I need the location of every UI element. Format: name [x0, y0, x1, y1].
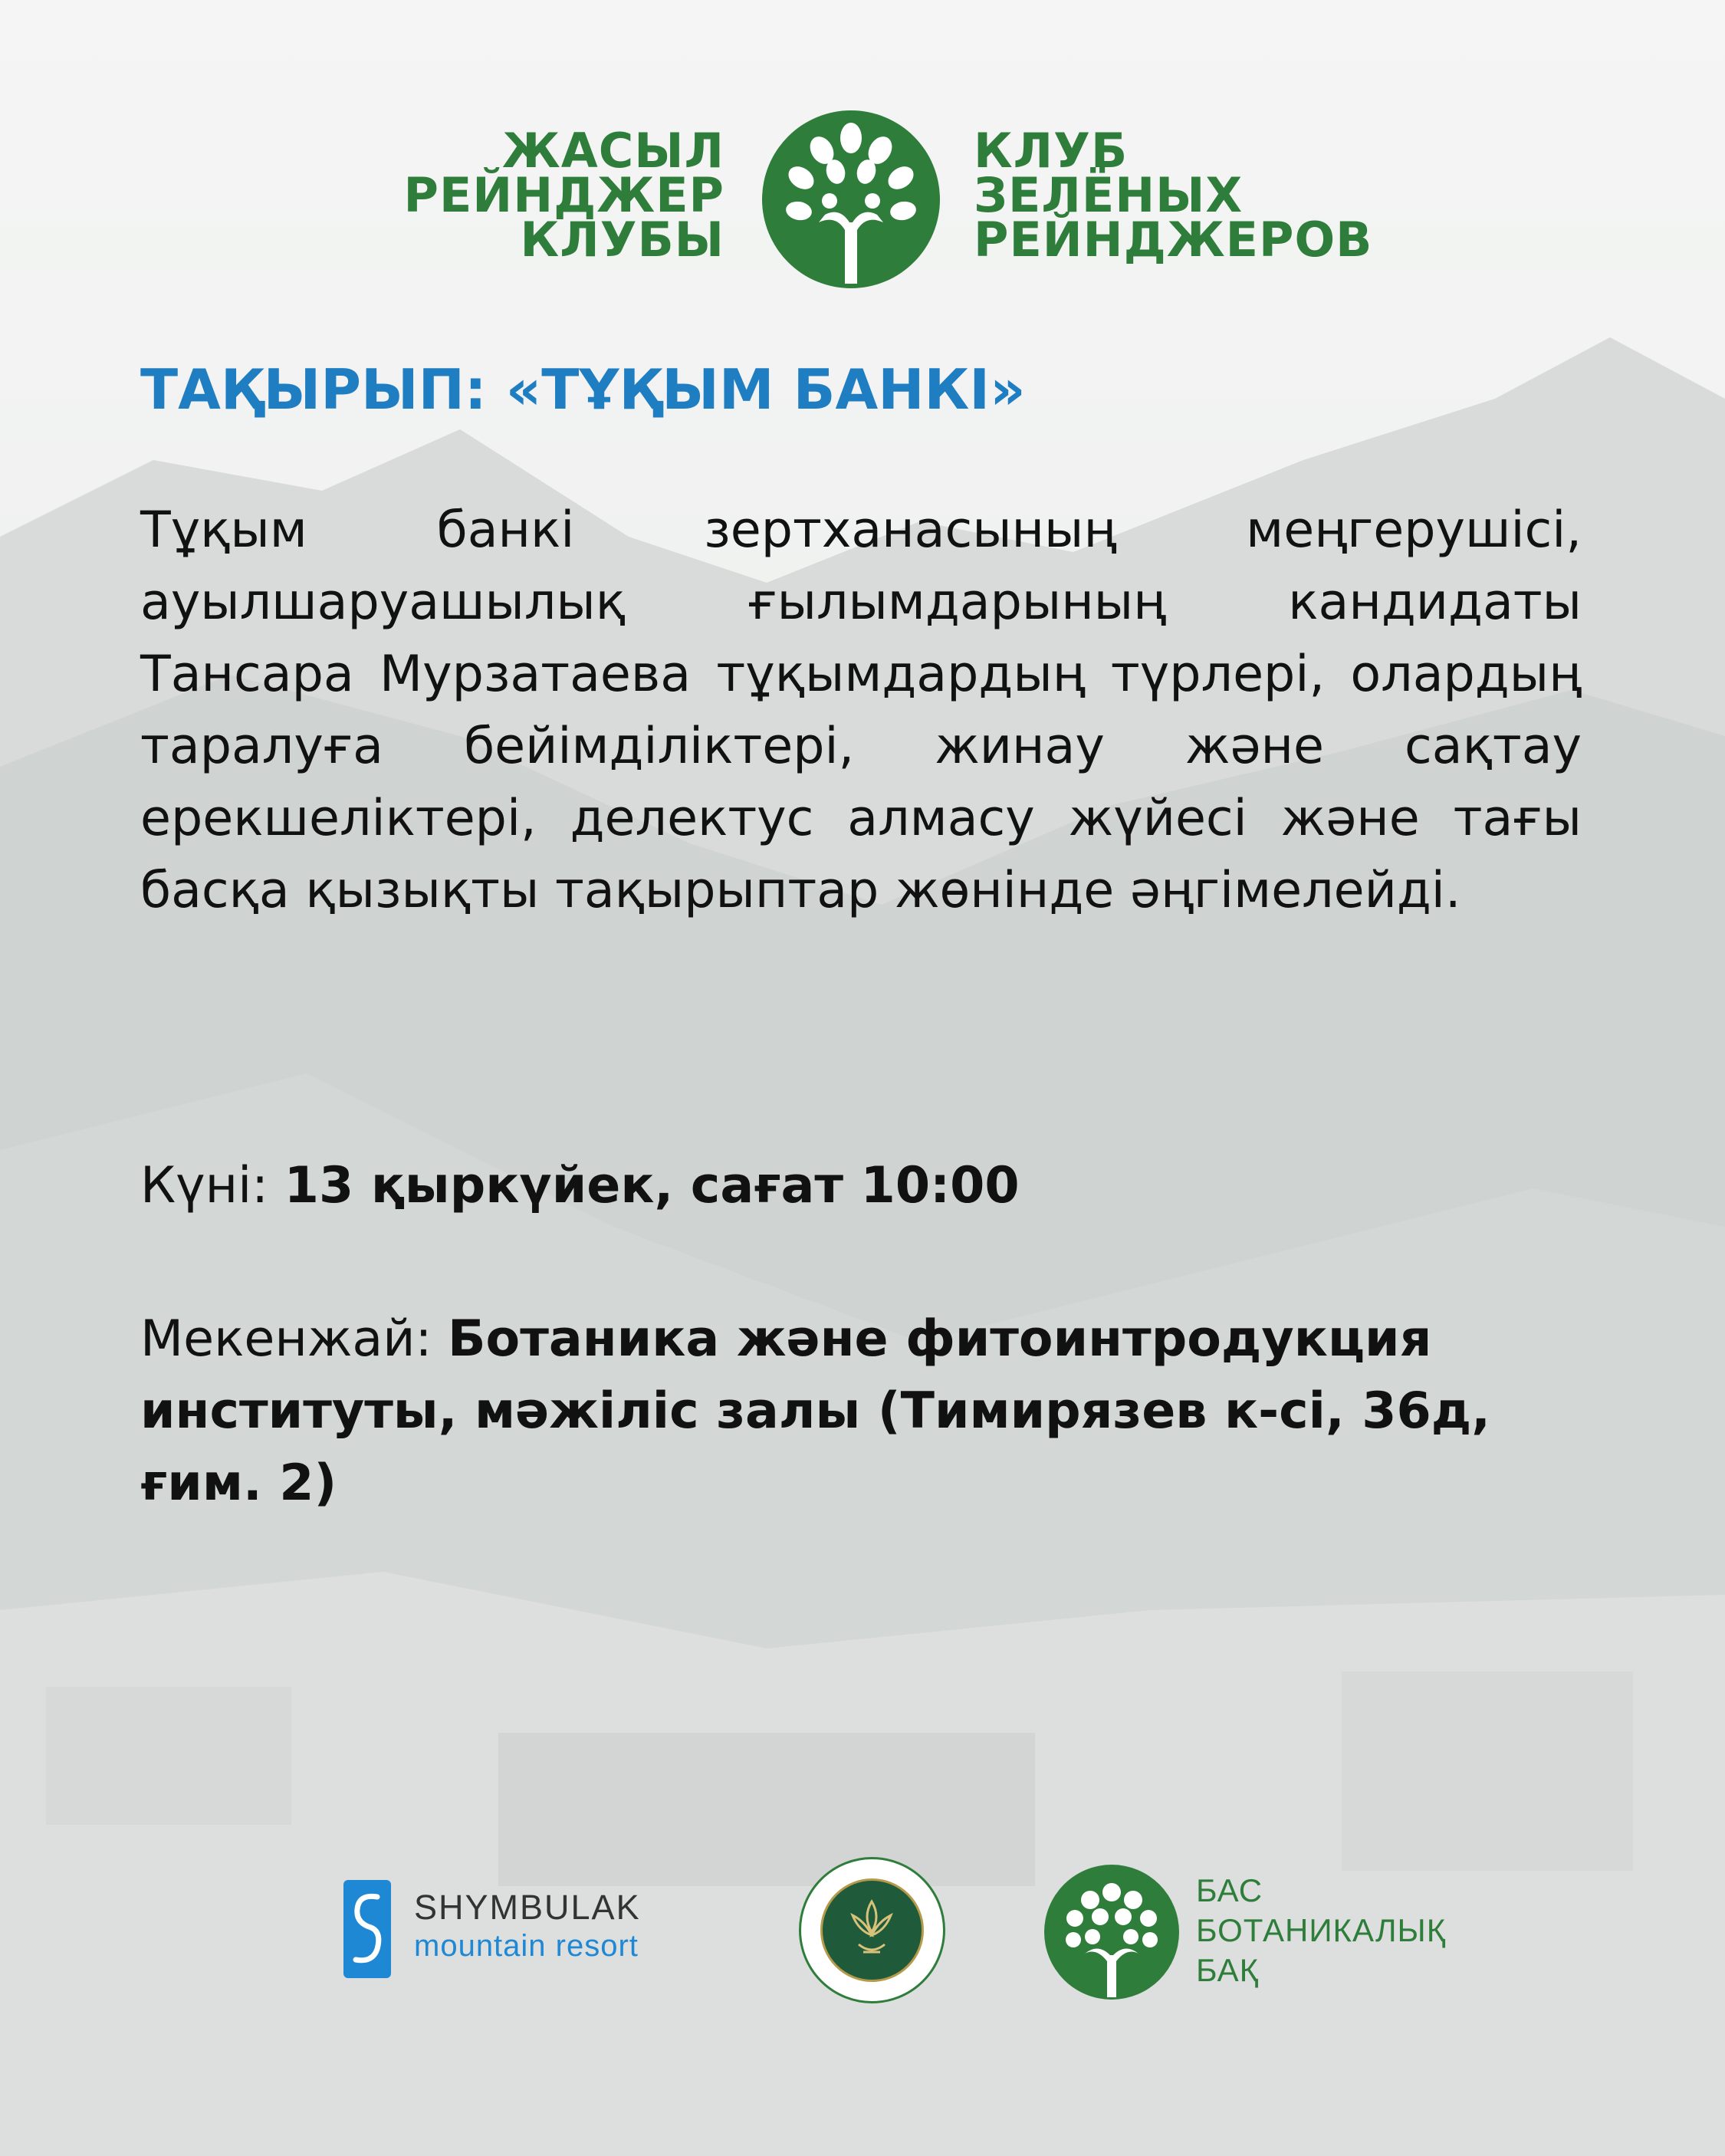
event-date	[140, 1150, 1582, 1222]
shymbulak-name: SHYMBULAK	[414, 1888, 641, 1927]
garden-name-line: БАС	[1196, 1872, 1263, 1908]
logo-line: КЛУБ	[974, 123, 1129, 179]
address-value: Ботаника және фитоинтродукция институты, мәжіліс залы (Тимирязев к-сі, 36д, ғим. 2)	[140, 1310, 1490, 1512]
logo-line: КЛУБЫ	[520, 212, 724, 268]
garden-name	[1196, 1871, 1446, 1990]
shymbulak-logo	[343, 1880, 688, 1980]
institute-seal-icon	[797, 1855, 947, 2005]
address-label: Мекенжай:	[140, 1310, 449, 1368]
logo-text-kazakh	[403, 123, 724, 268]
garden-name-line: БАҚ	[1196, 1952, 1260, 1988]
logo-line: ЖАСЫЛ	[501, 123, 724, 179]
logo-line: РЕЙНДЖЕРОВ	[974, 212, 1373, 268]
event-address	[140, 1303, 1612, 1520]
page-title: ТАҚЫРЫП: «ТҰҚЫМ БАНКІ»	[140, 357, 1026, 422]
s-mark-icon	[343, 1880, 391, 1978]
tree-icon	[1043, 1863, 1181, 2001]
main-botanical-garden-logo	[1043, 1863, 1472, 2001]
date-value: 13 қыркүйек, сағат 10:00	[284, 1157, 1020, 1214]
logo-text-russian	[974, 123, 1373, 268]
tree-people-icon	[759, 107, 943, 291]
date-label: Күні:	[140, 1157, 284, 1214]
shymbulak-subtitle: mountain resort	[414, 1929, 639, 1963]
event-description: Тұқым банкі зертханасының меңгерушісі, ауылшаруашылық ғылымдарының кандидаты Тансара Мурзатаева тұқымдардың түрлері, олардың таралуға бейімділіктері, жинау және сақтау ерекшеліктері, делектус алмасу жүйесі және тағы басқа қызықты тақырыптар жөнінде әңгімелейді.	[140, 501, 1582, 919]
shymbulak-s-icon	[343, 1880, 391, 1978]
logo-line: ЗЕЛЁНЫХ	[974, 167, 1244, 223]
logo-line: РЕЙНДЖЕР	[403, 167, 724, 223]
garden-name-line: БОТАНИКАЛЫҚ	[1196, 1912, 1447, 1948]
